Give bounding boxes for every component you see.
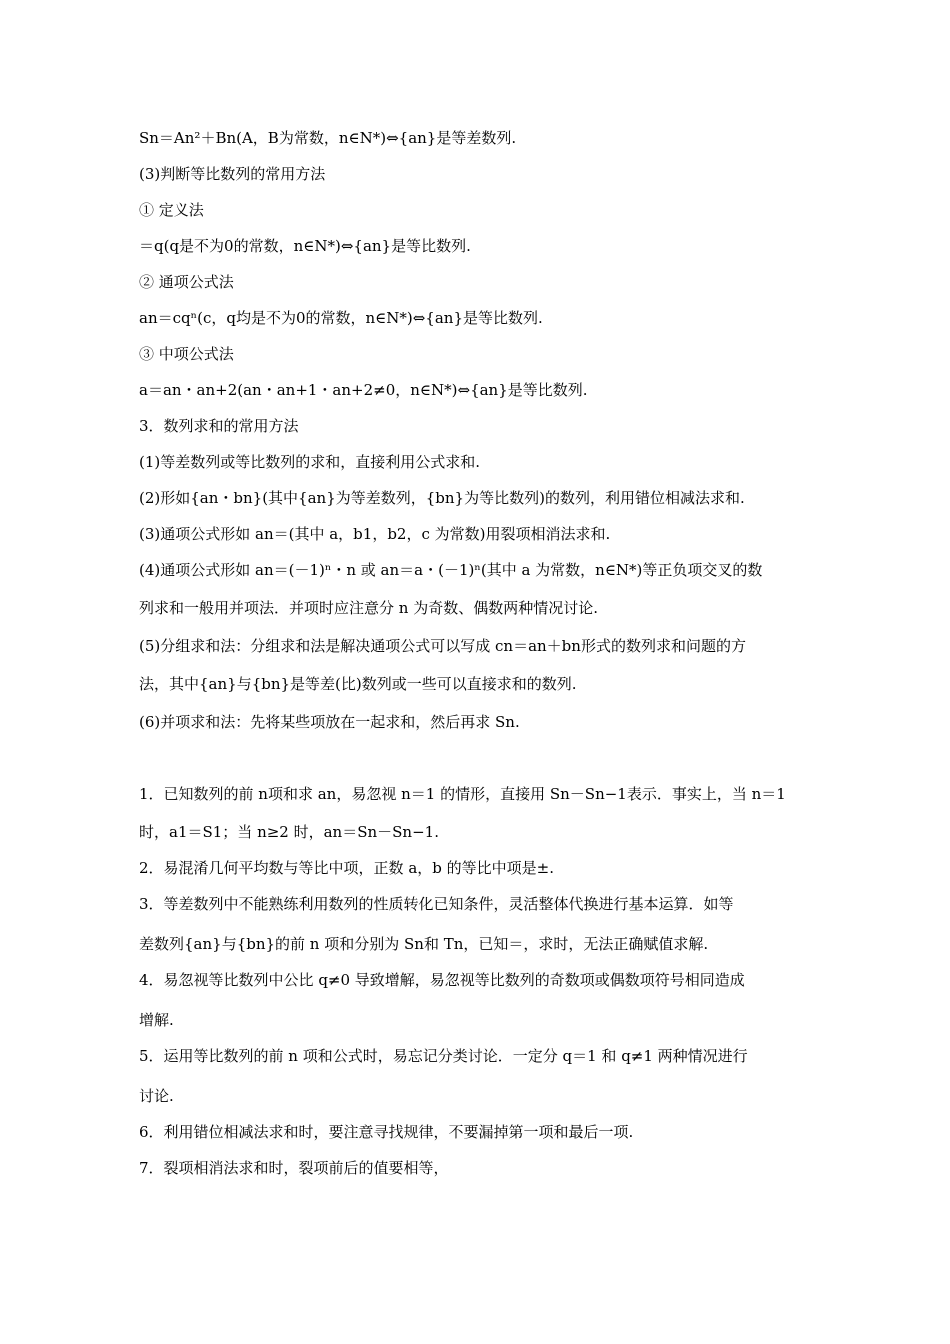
text-line: 7．裂项相消法求和时，裂项前后的值要相等，	[139, 1159, 449, 1177]
text-line: (1)等差数列或等比数列的求和，直接利用公式求和.	[139, 453, 481, 471]
text-line: an＝cqⁿ(c，q均是不为0的常数，n∈N*)⇔{an}是等比数列.	[139, 309, 543, 327]
text-line: 时，a1＝S1；当 n≥2 时，an＝Sn－Sn−1.	[139, 823, 439, 841]
text-line: 列求和一般用并项法．并项时应注意分 n 为奇数、偶数两种情况讨论.	[139, 599, 598, 617]
text-line: (6)并项求和法：先将某些项放在一起求和，然后再求 Sn.	[139, 713, 520, 731]
text-line: 2．易混淆几何平均数与等比中项，正数 a，b 的等比中项是±.	[139, 859, 554, 877]
text-line: 增解.	[139, 1011, 174, 1029]
text-line: ② 通项公式法	[139, 273, 234, 291]
text-line: 法，其中{an}与{bn}是等差(比)数列或一些可以直接求和的数列.	[139, 675, 577, 693]
text-line: (2)形如{an・bn}(其中{an}为等差数列，{bn}为等比数列)的数列，利用错位相减法求和.	[139, 489, 745, 507]
text-line: 1．已知数列的前 n项和求 an，易忽视 n＝1 的情形，直接用 Sn－Sn−1表示．事实上，当 n＝1	[139, 785, 786, 803]
text-line: (4)通项公式形如 an＝(－1)ⁿ・n 或 an＝a・(－1)ⁿ(其中 a 为常数，n∈N*)等正负项交叉的数	[139, 561, 763, 579]
text-line: (5)分组求和法：分组求和法是解决通项公式可以写成 cn＝an＋bn形式的数列求和问题的方	[139, 637, 746, 655]
text-line: a＝an・an+2(an・an+1・an+2≠0，n∈N*)⇔{an}是等比数列.	[139, 381, 588, 399]
text-line: 6．利用错位相减法求和时，要注意寻找规律，不要漏掉第一项和最后一项.	[139, 1123, 634, 1141]
text-line: 4．易忽视等比数列中公比 q≠0 导致增解，易忽视等比数列的奇数项或偶数项符号相同造成	[139, 971, 745, 989]
text-line: ① 定义法	[139, 201, 204, 219]
text-line: (3)判断等比数列的常用方法	[139, 165, 326, 183]
text-line: (3)通项公式形如 an＝(其中 a，b1，b2，c 为常数)用裂项相消法求和.	[139, 525, 611, 543]
text-line: 讨论.	[139, 1087, 174, 1105]
text-line: Sn＝An²＋Bn(A，B为常数，n∈N*)⇔{an}是等差数列.	[139, 129, 517, 147]
text-line: ③ 中项公式法	[139, 345, 234, 363]
text-line: 3．数列求和的常用方法	[139, 417, 299, 435]
text-line: 5．运用等比数列的前 n 项和公式时，易忘记分类讨论．一定分 q＝1 和 q≠1 两种情况进行	[139, 1047, 748, 1065]
text-line: 3．等差数列中不能熟练利用数列的性质转化已知条件，灵活整体代换进行基本运算．如等	[139, 895, 734, 913]
text-line: 差数列{an}与{bn}的前 n 项和分别为 Sn和 Tn，已知＝，求时，无法正确赋值求解.	[139, 935, 709, 953]
text-line: ＝q(q是不为0的常数，n∈N*)⇔{an}是等比数列.	[139, 237, 471, 255]
